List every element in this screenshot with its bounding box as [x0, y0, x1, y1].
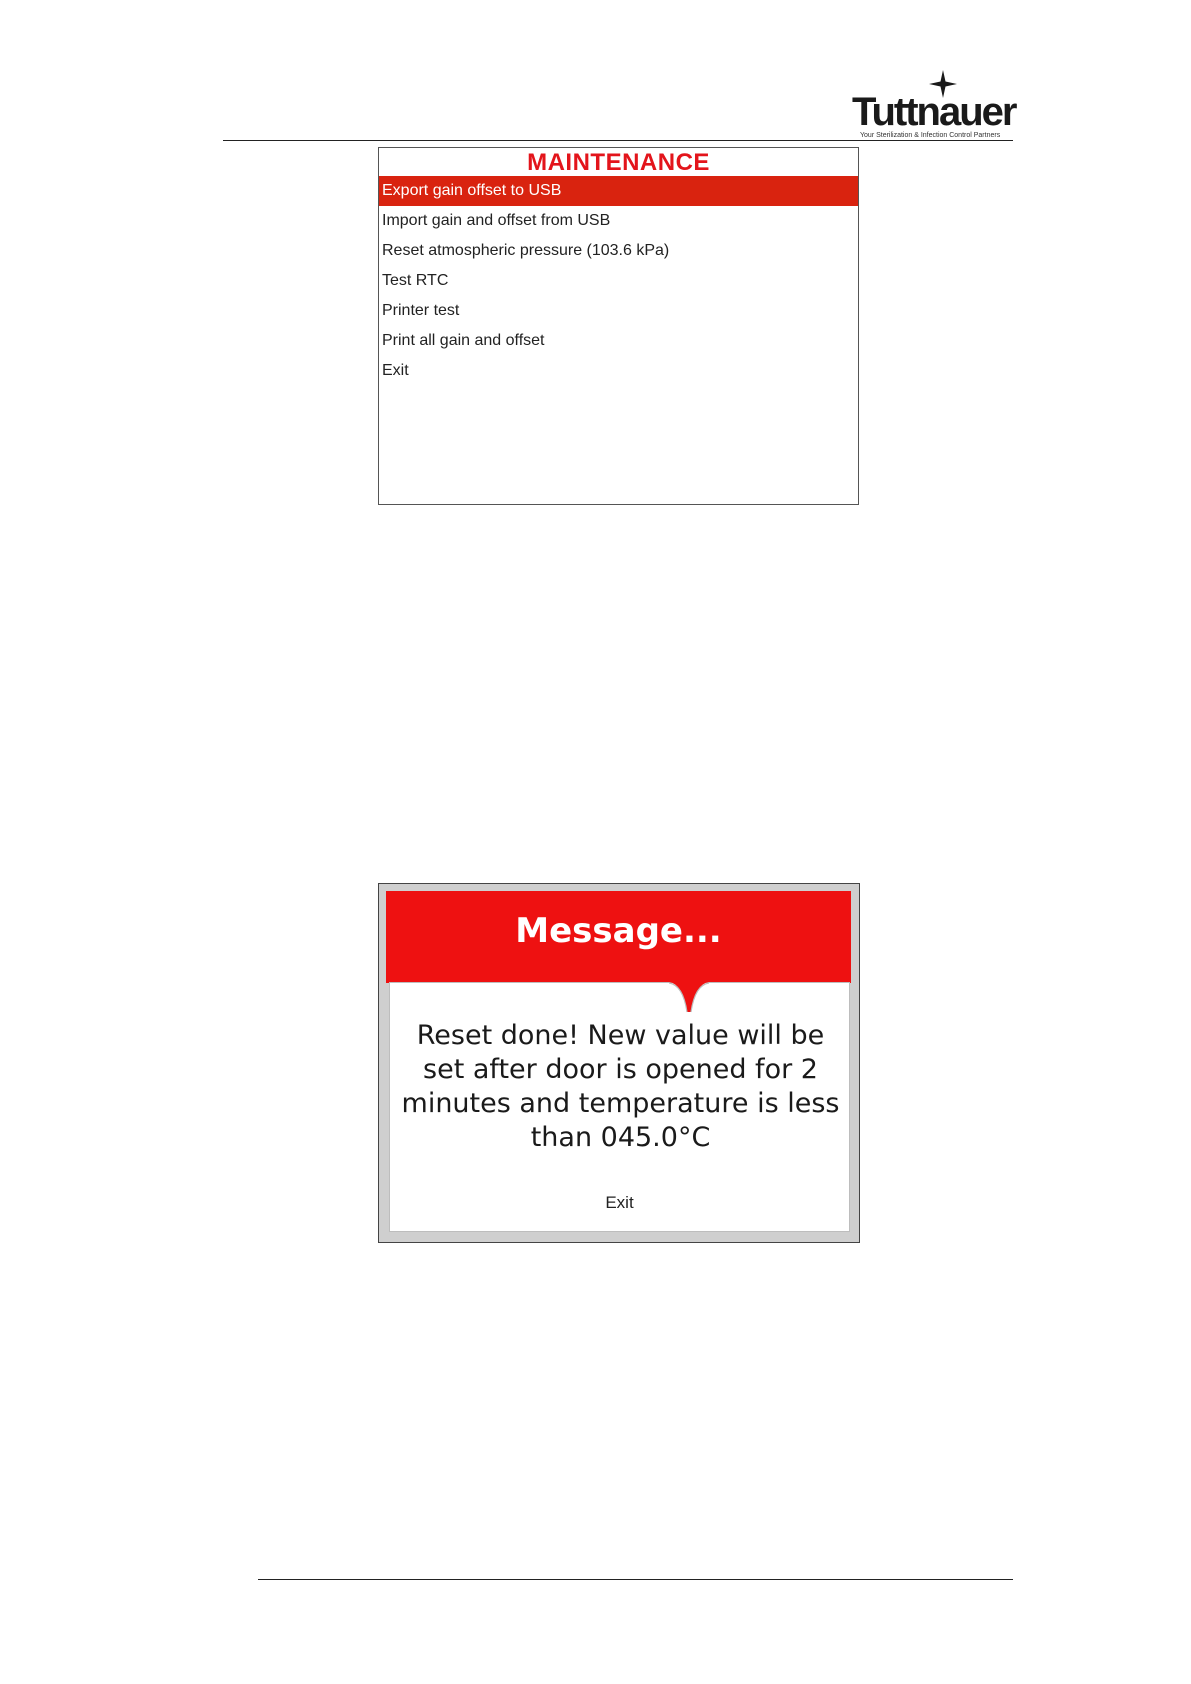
maintenance-title: MAINTENANCE: [527, 149, 710, 176]
menu-item-export-gain-offset[interactable]: Export gain offset to USB: [379, 176, 858, 206]
message-body: [389, 982, 850, 1232]
menu-item-reset-atmospheric-pressure[interactable]: Reset atmospheric pressure (103.6 kPa): [382, 242, 670, 259]
menu-item-print-gain-offset[interactable]: Print all gain and offset: [382, 332, 545, 349]
logo-wordmark: Tuttnauer: [852, 90, 1016, 134]
message-dialog: [378, 883, 860, 1243]
menu-item-exit[interactable]: Exit: [382, 362, 409, 379]
tuttnauer-logo: [852, 70, 1016, 142]
header-divider: [223, 140, 1013, 141]
speech-notch-icon: [669, 980, 709, 1014]
message-text: Reset done! New value will be set after door is opened for 2 minutes and temperature is less than 045.0°C: [401, 1020, 840, 1153]
message-header: [386, 891, 851, 983]
message-title: Message...: [515, 911, 722, 951]
exit-button[interactable]: Exit: [605, 1193, 634, 1212]
menu-item-test-rtc[interactable]: Test RTC: [382, 272, 449, 289]
maintenance-screen: [378, 147, 859, 505]
logo-tagline: Your Sterilization & Infection Control Partners: [860, 132, 1001, 139]
menu-item-printer-test[interactable]: Printer test: [382, 302, 460, 319]
maintenance-menu: [379, 176, 858, 386]
footer-divider: [258, 1579, 1013, 1580]
menu-item-import-gain-offset[interactable]: Import gain and offset from USB: [382, 212, 611, 229]
